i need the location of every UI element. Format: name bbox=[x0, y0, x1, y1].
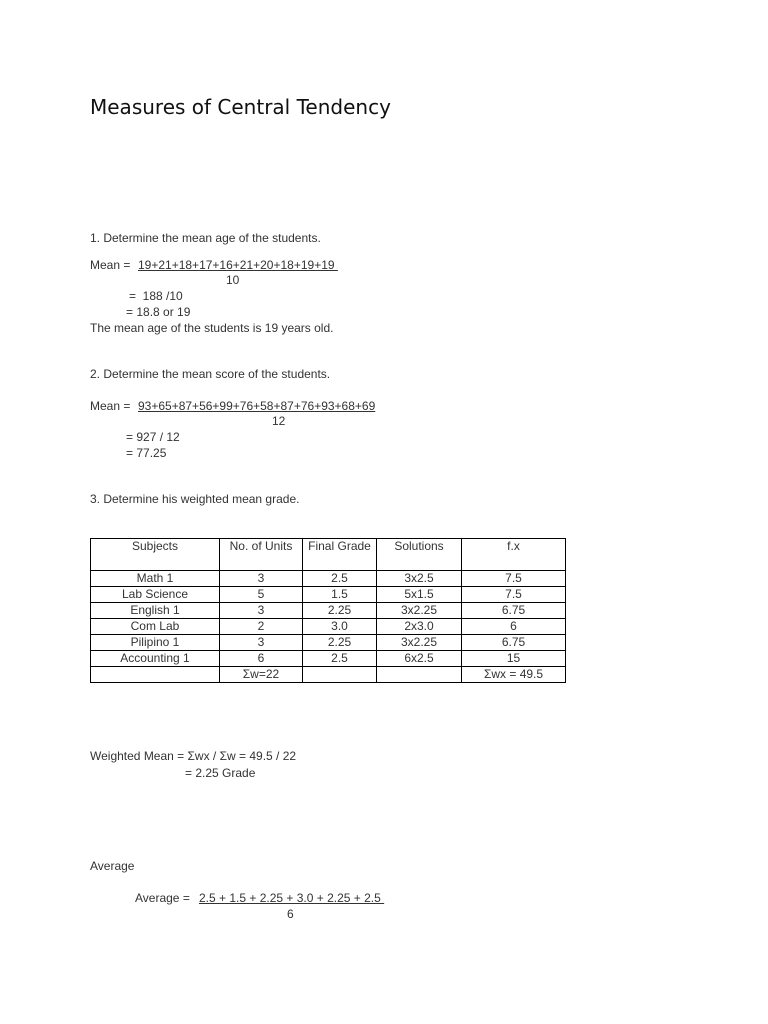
table-cell bbox=[303, 667, 377, 683]
q2-step-2: = 77.25 bbox=[126, 446, 167, 460]
page-title: Measures of Central Tendency bbox=[90, 95, 391, 119]
table-row bbox=[91, 651, 566, 667]
header-cell: Final Grade bbox=[303, 539, 377, 571]
table-cell: 3 bbox=[220, 571, 303, 587]
table-cell: 2.5 bbox=[303, 651, 377, 667]
average-denominator: 6 bbox=[287, 907, 294, 921]
q1-step-2: = 18.8 or 19 bbox=[126, 305, 191, 319]
q1-step-1: = 188 /10 bbox=[129, 289, 183, 303]
table-cell: 6 bbox=[220, 651, 303, 667]
header-cell: f.x bbox=[462, 539, 566, 571]
q2-mean-label: Mean = bbox=[90, 399, 134, 413]
q2-denominator: 12 bbox=[272, 414, 286, 428]
table-cell: Pilipino 1 bbox=[91, 635, 220, 651]
table-cell: 6.75 bbox=[462, 635, 566, 651]
weighted-mean-formula: Weighted Mean = Σwx / Σw = 49.5 / 22 bbox=[90, 749, 297, 763]
q1-denominator: 10 bbox=[226, 273, 240, 287]
header-cell: Solutions bbox=[377, 539, 462, 571]
table-cell: 3x2.25 bbox=[377, 635, 462, 651]
weighted-grade-table bbox=[90, 538, 566, 683]
table-cell: Math 1 bbox=[91, 571, 220, 587]
table-cell: 5x1.5 bbox=[377, 587, 462, 603]
header-cell: No. of Units bbox=[220, 539, 303, 571]
table-row bbox=[91, 571, 566, 587]
q2-numerator: 93+65+87+56+99+76+58+87+76+93+68+69 bbox=[138, 399, 376, 413]
question-3: 3. Determine his weighted mean grade. bbox=[90, 492, 300, 506]
sum-weights-cell: Σw=22 bbox=[220, 667, 303, 683]
average-heading: Average bbox=[90, 859, 135, 873]
table-cell: 2.25 bbox=[303, 635, 377, 651]
sum-weighted-values-cell: Σwx = 49.5 bbox=[462, 667, 566, 683]
weighted-mean-result: = 2.25 Grade bbox=[185, 766, 256, 780]
table-cell: 3x2.5 bbox=[377, 571, 462, 587]
q1-conclusion: The mean age of the students is 19 years old. bbox=[90, 321, 334, 335]
table-cell: 5 bbox=[220, 587, 303, 603]
table-row bbox=[91, 619, 566, 635]
table-row bbox=[91, 635, 566, 651]
table-cell bbox=[91, 667, 220, 683]
table-cell: 6 bbox=[462, 619, 566, 635]
table-cell: 3x2.25 bbox=[377, 603, 462, 619]
header-cell: Subjects bbox=[91, 539, 220, 571]
q1-mean-label: Mean = bbox=[90, 258, 134, 272]
table-row bbox=[91, 603, 566, 619]
table-totals-row bbox=[91, 667, 566, 683]
table-cell: 2.5 bbox=[303, 571, 377, 587]
table-cell: Com Lab bbox=[91, 619, 220, 635]
average-numerator: 2.5 + 1.5 + 2.25 + 3.0 + 2.25 + 2.5 bbox=[199, 891, 385, 905]
table-cell bbox=[377, 667, 462, 683]
table-cell: Accounting 1 bbox=[91, 651, 220, 667]
table-cell: 6x2.5 bbox=[377, 651, 462, 667]
table-row bbox=[91, 587, 566, 603]
table-cell: Lab Science bbox=[91, 587, 220, 603]
table-header-row bbox=[91, 539, 566, 571]
table-cell: English 1 bbox=[91, 603, 220, 619]
table-cell: 2 bbox=[220, 619, 303, 635]
question-2: 2. Determine the mean score of the students. bbox=[90, 367, 331, 381]
table-cell: 2x3.0 bbox=[377, 619, 462, 635]
average-label: Average = bbox=[135, 891, 194, 905]
table-cell: 2.25 bbox=[303, 603, 377, 619]
q2-step-1: = 927 / 12 bbox=[126, 430, 180, 444]
q1-numerator: 19+21+18+17+16+21+20+18+19+19 bbox=[138, 258, 338, 272]
table-cell: 3 bbox=[220, 603, 303, 619]
table-cell: 7.5 bbox=[462, 587, 566, 603]
question-1: 1. Determine the mean age of the students. bbox=[90, 231, 321, 245]
table-cell: 6.75 bbox=[462, 603, 566, 619]
table-cell: 3 bbox=[220, 635, 303, 651]
table-cell: 15 bbox=[462, 651, 566, 667]
table-cell: 1.5 bbox=[303, 587, 377, 603]
table-cell: 7.5 bbox=[462, 571, 566, 587]
table-cell: 3.0 bbox=[303, 619, 377, 635]
